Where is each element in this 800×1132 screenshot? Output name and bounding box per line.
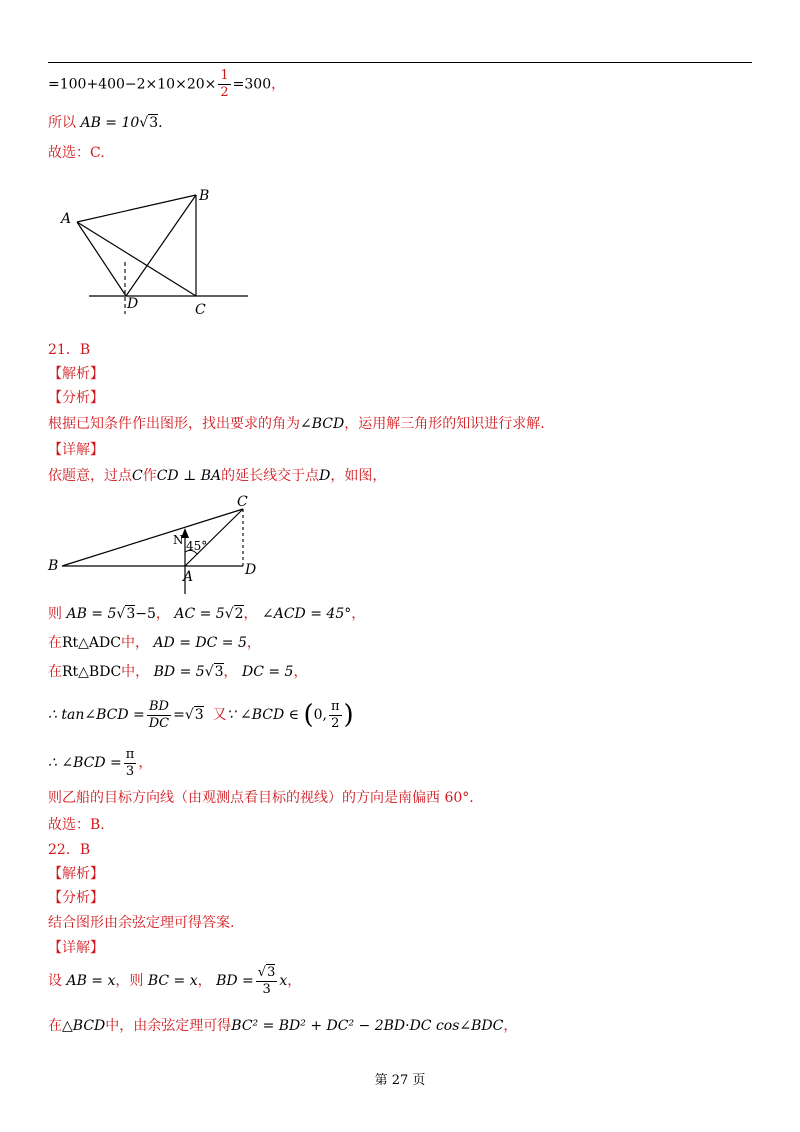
comma: ， [351, 606, 366, 622]
text: 在 [48, 664, 62, 680]
angle-acd: ∠ACD = 45° [262, 606, 352, 622]
segment-db [126, 195, 196, 296]
dc-val: DC = 5 [241, 664, 294, 680]
bd-x: x [279, 973, 288, 989]
comma: ， [293, 664, 308, 680]
equals: = [173, 707, 185, 723]
label-d: D [127, 296, 139, 312]
comma: ， [243, 606, 258, 622]
ab-val: AB = 5 [66, 606, 117, 622]
comma: ， [246, 635, 261, 651]
label-c: C [195, 302, 206, 318]
ab-eq: AB = 10 [80, 115, 140, 131]
frac-num: 1 [220, 68, 229, 83]
text: 又 [212, 707, 227, 723]
comma: ， [223, 664, 238, 680]
sqrt3-over-3: $\frac{√3}{3}$ [257, 964, 276, 997]
q21-detail-1 [48, 466, 386, 486]
angle-bcd: ∠BCD [300, 416, 345, 432]
comma: ， [503, 1018, 518, 1034]
label-a: A [183, 569, 194, 585]
frac-den: 3 [262, 981, 271, 997]
q22-analysis: 结合图形由余弦定理可得答案. [48, 915, 235, 931]
tan-fraction [147, 699, 171, 732]
q22-xiangjie: 【详解】 [48, 940, 104, 956]
equation-line [48, 68, 285, 101]
text: ，则 [115, 973, 144, 989]
text: 中， [120, 635, 149, 651]
q22-jiexi: 【解析】 [48, 866, 104, 882]
comma: ， [271, 76, 286, 93]
comma: ， [197, 973, 212, 989]
sqrt-3: 3 [149, 115, 159, 131]
comma: ， [287, 973, 302, 989]
q21-answer: 故选：B. [48, 817, 105, 833]
tan-pre: ∴ tan∠BCD = [48, 707, 145, 723]
label-c: C [237, 494, 248, 510]
because: ∵ ∠BCD ∈ [226, 707, 299, 723]
label-a: A [61, 211, 72, 227]
q22-set-line [48, 964, 301, 998]
pi-half-fraction [329, 699, 342, 732]
frac-den: DC [148, 715, 170, 731]
so-line: 所以 AB = 10√3. [48, 115, 163, 131]
bd-val: BD = 5 [153, 664, 205, 680]
frac-den: 3 [125, 763, 135, 779]
point-d: D [319, 468, 331, 484]
triangle-bcd: △BCD [62, 1018, 106, 1034]
therefore: ∴ ∠BCD = [48, 755, 122, 771]
text: 的延长线交于点 [221, 468, 320, 484]
q22-fenxi: 【分析】 [48, 890, 104, 906]
segment-bc [62, 509, 243, 566]
segment-ab [77, 195, 196, 222]
sqrt-3: 3 [267, 964, 276, 980]
cosine-law: BC² = BD² + DC² − 2BD·DC cos∠BDC [231, 1018, 504, 1034]
label-45: 45° [186, 539, 208, 553]
bd-pre: BD = [216, 973, 254, 989]
label-n: N [173, 533, 184, 547]
q21-fenxi: 【分析】 [48, 390, 104, 406]
frac-den: 2 [331, 715, 340, 731]
q21-rt-bdc: 在Rt△BDC中， BD = 5√3， DC = 5， [48, 664, 308, 680]
q21-number: 21．B [48, 342, 91, 358]
segment-ac [77, 222, 196, 296]
text: 作 [142, 468, 157, 484]
text: 在 [48, 1018, 62, 1034]
q22-number: 22．B [48, 842, 91, 858]
point-c: C [132, 468, 143, 484]
frac-num: π [330, 698, 340, 714]
answer-20: 故选：C. [48, 145, 105, 161]
comma: ， [138, 755, 153, 771]
page-footer: 第 27 页 [374, 1073, 426, 1088]
q21-jiexi: 【解析】 [48, 366, 104, 382]
q21-conclusion: 则乙船的目标方向线（由观测点看目标的视线）的方向是南偏西 60°. [48, 790, 474, 806]
label-b: B [48, 558, 59, 574]
q21-xiangjie: 【详解】 [48, 442, 104, 458]
sqrt-3: 3 [194, 707, 204, 723]
sqrt-3: 3 [126, 606, 136, 622]
rt-adc: Rt△ADC [62, 635, 121, 651]
comma: ， [155, 606, 170, 622]
label-d: D [245, 562, 257, 578]
figure-2 [40, 492, 280, 597]
text: 中，由余弦定理可得 [105, 1018, 232, 1034]
analysis-prefix: 根据已知条件作出图形，找出要求的角为 [48, 416, 300, 432]
perpendicular: CD ⊥ BA [156, 468, 222, 484]
ad-dc: AD = DC = 5 [153, 635, 247, 651]
interval-zero: 0, [313, 707, 327, 723]
ac-val: AC = 5 [174, 606, 225, 622]
text: 设 [48, 973, 62, 989]
q21-analysis [48, 414, 545, 434]
label-b: B [199, 188, 210, 204]
q21-therefore [48, 746, 152, 780]
analysis-suffix: ，运用解三角形的知识进行求解. [344, 416, 545, 432]
so-prefix: 所以 [48, 115, 76, 131]
header-rule [48, 62, 752, 63]
frac-num: BD [147, 699, 171, 716]
equation-end: =300 [232, 76, 272, 93]
text: 依题意，过点 [48, 468, 132, 484]
q22-cos-line [48, 1016, 517, 1036]
fraction-half [218, 68, 230, 101]
text: 则 [48, 606, 62, 622]
figure-1 [55, 180, 255, 320]
text: ，如图， [330, 468, 387, 484]
rt-bdc: Rt△BDC [62, 664, 122, 680]
segment-ad [77, 222, 126, 296]
ab-tail: −5 [135, 606, 156, 622]
text: 中， [121, 664, 150, 680]
ab-x: AB = x [66, 973, 116, 989]
text: 在 [48, 635, 62, 651]
q21-rt-adc [48, 633, 261, 653]
equation-start: =100+400−2×10×20× [48, 76, 217, 93]
q21-values: 则 AB = 5√3−5， AC = 5√2， ∠ACD = 45°， [48, 606, 366, 622]
q21-tan-line: ∴ tan∠BCD = $\frac{BD}{DC}$ =√3 又∵ ∠BCD ∈ (0, $\frac{\pi}{2}$ ) [48, 698, 354, 731]
pi-third-fraction [124, 747, 137, 780]
bc-x: BC = x [147, 973, 198, 989]
sqrt-3: 3 [214, 664, 224, 680]
sqrt-2: 2 [234, 606, 244, 622]
period: . [158, 115, 163, 131]
frac-den: 2 [220, 85, 229, 100]
frac-num: π [125, 746, 135, 762]
